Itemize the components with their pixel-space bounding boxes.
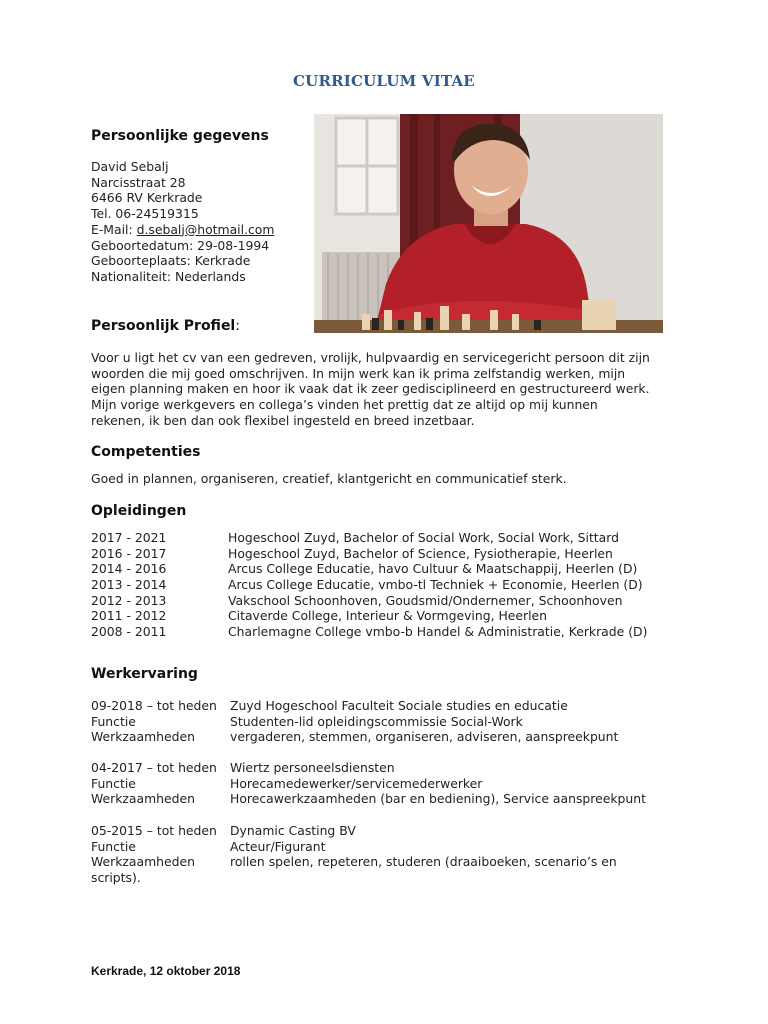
education-row: 2016 - 2017 Hogeschool Zuyd, Bachelor of Science, Fysiotherapie, Heerlen (91, 545, 613, 561)
education-row: 2012 - 2013 Vakschool Schoonhoven, Goudsmid/Ondernemer, Schoonhoven (91, 592, 623, 608)
job-role: Studenten-lid opleidingscommissie Social-Work (230, 713, 523, 729)
job-role: Acteur/Figurant (230, 838, 326, 854)
competencies-heading: Competenties (91, 444, 201, 460)
job-period: 04-2017 – tot heden (91, 760, 217, 775)
profile-line: eigen planning maken en hoor ik vaak dat ik zeer gedisciplineerd en gestructureerd werk. (91, 381, 650, 397)
name: David Sebalj (91, 159, 169, 174)
education-row: 2008 - 2011 Charlemagne College vmbo-b Handel & Administratie, Kerkrade (D) (91, 624, 648, 640)
birthplace: Geboorteplaats: Kerkrade (91, 253, 251, 269)
personal-details (91, 159, 274, 285)
city: 6466 RV Kerkrade (91, 190, 203, 206)
job-role-label: Functie (91, 838, 136, 854)
profile-line: Voor u ligt het cv van een gedreven, vrolijk, hulpvaardig en servicegericht persoon dit zijn (91, 350, 650, 365)
birthdate: Geboortedatum: 29-08-1994 (91, 237, 270, 253)
education-row: 2013 - 2014 Arcus College Educatie, vmbo-tl Techniek + Economie, Heerlen (D) (91, 577, 643, 593)
nationality: Nationaliteit: Nederlands (91, 268, 246, 284)
job-tasks-label: Werkzaamheden (91, 729, 195, 745)
job-entry (91, 823, 617, 886)
job-entry (91, 760, 646, 807)
job-period: 05-2015 – tot heden (91, 823, 217, 838)
work-heading: Werkervaring (91, 666, 198, 682)
job-tasks-continued: scripts). (91, 870, 141, 886)
job-role-label: Functie (91, 713, 136, 729)
profile-line: woorden die mij goed omschrijven. In mijn werk kan ik prima zelfstandig werken, mijn (91, 365, 626, 381)
document-title: CURRICULUM VITAE (293, 72, 475, 90)
telephone: Tel. 06-24519315 (91, 206, 199, 222)
job-tasks: vergaderen, stemmen, organiseren, adviseren, aanspreekpunt (230, 729, 619, 745)
education-row: 2014 - 2016 Arcus College Educatie, havo Cultuur & Maatschappij, Heerlen (D) (91, 561, 638, 577)
profile-photo (314, 114, 663, 333)
profile-line: Mijn vorige werkgevers en collega’s vinden het prettig dat ze altijd op mij kunnen (91, 397, 598, 413)
education-list (91, 530, 647, 640)
job-tasks: Horecawerkzaamheden (bar en bediening), Service aanspreekpunt (230, 791, 646, 807)
job-role: Horecamedewerker/servicemederwerker (230, 775, 483, 791)
job-employer: Wiertz personeelsdiensten (230, 760, 395, 775)
job-employer: Dynamic Casting BV (230, 823, 356, 838)
profile-heading: Persoonlijk Profiel: (91, 318, 240, 334)
personal-heading: Persoonlijke gegevens (91, 128, 269, 144)
street: Narcisstraat 28 (91, 174, 186, 190)
job-entry (91, 698, 618, 745)
job-tasks-label: Werkzaamheden (91, 854, 195, 870)
profile-line: rekenen, ik ben dan ook flexibel ingesteld en breed inzetbaar. (91, 412, 475, 428)
email-line (91, 222, 274, 238)
email-label: E-Mail: (91, 221, 137, 237)
email-link[interactable]: d.sebalj@hotmail.com (136, 221, 275, 237)
profile-text (91, 350, 681, 429)
education-row: 2017 - 2021 Hogeschool Zuyd, Bachelor of Social Work, Social Work, Sittard (91, 530, 619, 545)
competencies-text: Goed in plannen, organiseren, creatief, klantgericht en communicatief sterk. (91, 471, 567, 486)
job-period: 09-2018 – tot heden (91, 698, 217, 713)
education-heading: Opleidingen (91, 503, 187, 519)
job-employer: Zuyd Hogeschool Faculteit Sociale studies en educatie (230, 698, 568, 713)
job-role-label: Functie (91, 775, 136, 791)
job-tasks: rollen spelen, repeteren, studeren (draaiboeken, scenario’s en (230, 854, 617, 870)
footer-place-date: Kerkrade, 12 oktober 2018 (91, 964, 241, 978)
job-tasks-label: Werkzaamheden (91, 791, 195, 807)
education-row: 2011 - 2012 Citaverde College, Interieur & Vormgeving, Heerlen (91, 608, 548, 624)
